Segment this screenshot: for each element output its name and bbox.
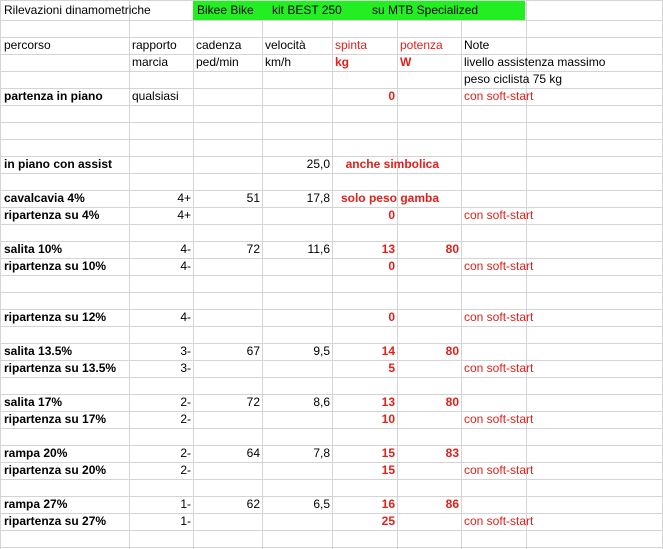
cell-potenza[interactable] <box>397 207 461 224</box>
cell-percorso[interactable]: partenza in piano <box>4 89 103 103</box>
cell-percorso[interactable]: ripartenza su 13.5% <box>4 361 117 375</box>
cell-percorso[interactable]: ripartenza su 4% <box>4 208 100 222</box>
cell-cadenza[interactable] <box>193 156 262 173</box>
cell-spinta[interactable]: 16 <box>381 497 395 511</box>
cell-note[interactable] <box>462 156 662 173</box>
cell-rapporto[interactable]: 3- <box>180 344 191 358</box>
col-header-rapporto-sub[interactable]: marcia <box>132 55 169 69</box>
banner-bike[interactable]: su MTB Specialized <box>372 3 479 17</box>
cell-cadenza[interactable]: 51 <box>246 191 260 205</box>
cell-note[interactable] <box>462 190 662 207</box>
cell-rapporto[interactable]: 2- <box>180 395 191 409</box>
cell-note[interactable] <box>462 445 662 462</box>
cell-velocita[interactable] <box>262 513 332 530</box>
cell-note[interactable]: con soft-start <box>464 310 534 324</box>
cell-rapporto[interactable]: 4+ <box>177 208 191 222</box>
cell-velocita[interactable]: 11,6 <box>307 242 330 256</box>
cell-percorso[interactable]: salita 13.5% <box>4 344 73 358</box>
cell-spinta[interactable]: 0 <box>388 89 395 103</box>
cell-potenza[interactable]: 80 <box>445 395 459 409</box>
cell-spinta[interactable]: solo peso gamba <box>340 191 439 205</box>
col-header-potenza-sub[interactable]: W <box>400 55 412 69</box>
cell-spinta[interactable]: 25 <box>381 514 395 528</box>
col-header-rapporto[interactable]: rapporto <box>132 38 177 52</box>
cell-note[interactable]: con soft-start <box>464 361 534 375</box>
col-header-note-level[interactable]: livello assistenza massimo <box>464 55 606 69</box>
col-header-spinta[interactable]: spinta <box>335 38 368 52</box>
col-header-note[interactable]: Note <box>464 38 490 52</box>
cell-velocita[interactable] <box>262 207 332 224</box>
cell-spinta[interactable]: 13 <box>381 395 395 409</box>
cell-velocita[interactable]: 9,5 <box>313 344 330 358</box>
cell-note[interactable]: con soft-start <box>464 514 534 528</box>
cell-note[interactable] <box>462 241 662 258</box>
cell-potenza[interactable] <box>397 156 461 173</box>
cell-potenza[interactable] <box>397 258 461 275</box>
cell-potenza[interactable]: 86 <box>445 497 459 511</box>
cell-velocita[interactable]: 17,8 <box>306 191 330 205</box>
cell-rapporto[interactable]: 3- <box>180 361 191 375</box>
cell-velocita[interactable]: 8,6 <box>313 395 330 409</box>
cell-cadenza[interactable] <box>193 360 262 377</box>
cell-spinta[interactable]: 10 <box>381 412 395 426</box>
cell-potenza[interactable]: 80 <box>445 344 459 358</box>
cell-note[interactable]: con soft-start <box>464 89 534 103</box>
cell-cadenza[interactable] <box>193 309 262 326</box>
cell-percorso[interactable]: ripartenza su 17% <box>4 412 107 426</box>
cell-spinta[interactable]: 0 <box>388 208 395 222</box>
cell-percorso[interactable]: rampa 20% <box>4 446 68 460</box>
cell-velocita[interactable] <box>262 462 332 479</box>
cell-cadenza[interactable]: 64 <box>246 446 260 460</box>
cell-rapporto[interactable]: 2- <box>180 446 191 460</box>
cell-spinta[interactable]: 0 <box>388 259 395 273</box>
cell-potenza[interactable] <box>397 411 461 428</box>
cell-note[interactable]: con soft-start <box>464 208 534 222</box>
cell-rapporto[interactable]: qualsiasi <box>132 89 179 103</box>
col-header-cadenza-sub[interactable]: ped/min <box>196 55 239 69</box>
col-header-spinta-sub[interactable]: kg <box>335 55 350 69</box>
cell-cadenza[interactable]: 62 <box>246 497 260 511</box>
cell-rapporto[interactable] <box>130 156 193 173</box>
cell-velocita[interactable]: 6,5 <box>313 497 330 511</box>
cell-rapporto[interactable]: 4- <box>180 242 191 256</box>
cell-potenza[interactable] <box>397 462 461 479</box>
cell-spinta[interactable]: 15 <box>381 463 395 477</box>
sheet-title[interactable]: Rilevazioni dinamometriche <box>4 3 151 17</box>
col-header-velocita[interactable]: velocità <box>265 38 306 52</box>
cell-potenza[interactable] <box>397 360 461 377</box>
cell-percorso[interactable]: cavalcavia 4% <box>4 191 85 205</box>
cell-percorso[interactable]: ripartenza su 10% <box>4 259 107 273</box>
cell-note[interactable]: con soft-start <box>464 463 534 477</box>
cell-potenza[interactable] <box>397 88 461 105</box>
cell-velocita[interactable] <box>262 360 332 377</box>
cell-note[interactable] <box>462 496 662 513</box>
banner-kit[interactable]: kit BEST 250 <box>272 3 342 17</box>
cell-rapporto[interactable]: 4- <box>180 310 191 324</box>
col-header-velocita-sub[interactable]: km/h <box>265 55 292 69</box>
cell-spinta[interactable]: 13 <box>381 242 395 256</box>
cell-percorso[interactable]: in piano con assist <box>4 157 113 171</box>
cell-note[interactable]: con soft-start <box>464 259 534 273</box>
cell-cadenza[interactable] <box>193 411 262 428</box>
cell-velocita[interactable] <box>262 411 332 428</box>
cell-percorso[interactable]: salita 17% <box>4 395 63 409</box>
cell-spinta[interactable]: 14 <box>381 344 395 358</box>
cell-spinta[interactable]: 15 <box>381 446 395 460</box>
cell-cadenza[interactable] <box>193 88 262 105</box>
cell-cadenza[interactable] <box>193 462 262 479</box>
cell-cadenza[interactable] <box>193 258 262 275</box>
cell-rapporto[interactable]: 4+ <box>177 191 191 205</box>
cell-spinta[interactable]: 0 <box>388 310 395 324</box>
cell-percorso[interactable]: ripartenza su 12% <box>4 310 107 324</box>
col-header-note-weight[interactable]: peso ciclista 75 kg <box>464 72 563 86</box>
cell-rapporto[interactable]: 2- <box>180 412 191 426</box>
cell-cadenza[interactable]: 67 <box>246 344 260 358</box>
cell-percorso[interactable]: salita 10% <box>4 242 63 256</box>
cell-velocita[interactable]: 25,0 <box>306 157 330 171</box>
cell-spinta[interactable]: 5 <box>388 361 395 375</box>
cell-velocita[interactable] <box>262 309 332 326</box>
cell-cadenza[interactable] <box>193 513 262 530</box>
cell-potenza[interactable]: 83 <box>445 446 459 460</box>
cell-velocita[interactable] <box>262 258 332 275</box>
col-header-percorso[interactable]: percorso <box>4 38 51 52</box>
cell-velocita[interactable]: 7,8 <box>313 446 330 460</box>
col-header-cadenza[interactable]: cadenza <box>196 38 242 52</box>
cell-potenza[interactable] <box>397 513 461 530</box>
cell-percorso[interactable]: ripartenza su 20% <box>4 463 107 477</box>
cell-spinta[interactable]: anche simbolica <box>345 157 439 171</box>
cell-rapporto[interactable]: 1- <box>180 497 191 511</box>
cell-note[interactable] <box>462 343 662 360</box>
cell-potenza[interactable]: 80 <box>445 242 459 256</box>
cell-cadenza[interactable]: 72 <box>246 242 260 256</box>
banner-product[interactable]: Bikee Bike <box>197 3 254 17</box>
cell-rapporto[interactable]: 4- <box>180 259 191 273</box>
cell-cadenza[interactable]: 72 <box>246 395 260 409</box>
cell-cadenza[interactable] <box>193 207 262 224</box>
cell-velocita[interactable] <box>262 88 332 105</box>
cell-potenza[interactable] <box>397 190 461 207</box>
cell-percorso[interactable]: rampa 27% <box>4 497 68 511</box>
cell-rapporto[interactable]: 1- <box>180 514 191 528</box>
cell-rapporto[interactable]: 2- <box>180 463 191 477</box>
cell-note[interactable] <box>462 394 662 411</box>
col-header-potenza[interactable]: potenza <box>400 38 443 52</box>
cell-note[interactable]: con soft-start <box>464 412 534 426</box>
cell-potenza[interactable] <box>397 309 461 326</box>
cell-percorso[interactable]: ripartenza su 27% <box>4 514 107 528</box>
